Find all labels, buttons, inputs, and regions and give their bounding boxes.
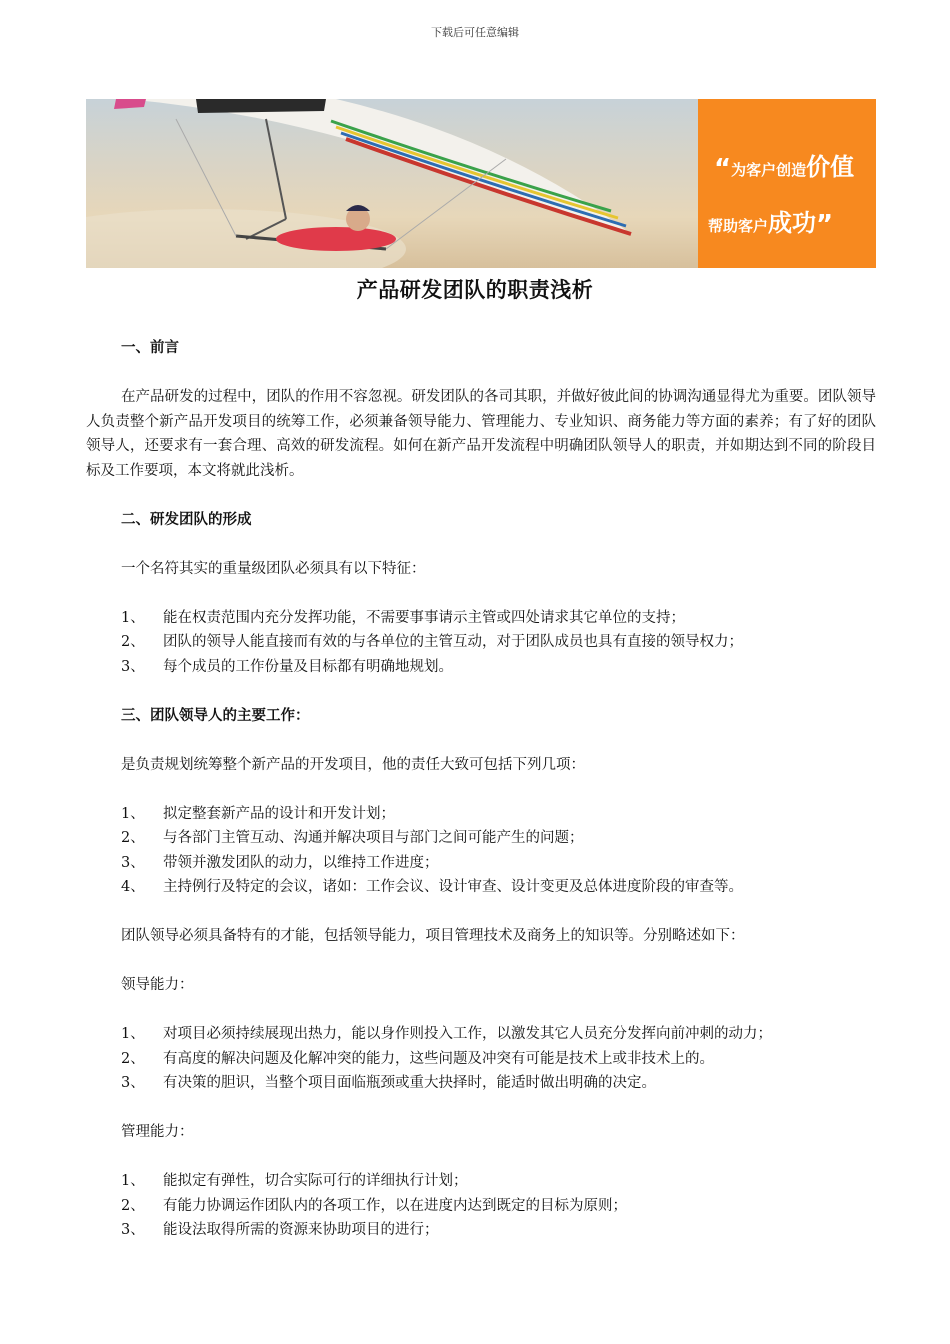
hang-glider-photo: [86, 99, 698, 268]
management-label: 管理能力：: [121, 1124, 194, 1140]
section-1-paragraph: 在产品研发的过程中，团队的作用不容忽视。研发团队的各司其职，并做好彼此间的协调沟通显得尤为重要。团队领导人负责整个新产品开发项目的统筹工作，必须兼备领导能力、管理能力、专业知识、商务能力等方面的素养；有了好的团队领导人，还要求有一套合理、高效的研发流程。如何在新产品开发流程中明确团队领导人的职责，并如期达到不同的阶段目标及工作要项，本文将就此浅析。: [86, 389, 876, 479]
document-body: [86, 336, 876, 1243]
slogan-line-1: [714, 147, 854, 184]
section-3-heading: 三、团队领导人的主要工作：: [121, 707, 310, 724]
list-item: 3、 有决策的胆识，当整个项目面临瓶颈或重大抉择时，能适时做出明确的决定。: [121, 1075, 656, 1091]
slogan-emphasis-2: 成功: [768, 209, 817, 237]
section-2-heading: 二、研发团队的形成: [121, 511, 252, 528]
hang-glider-illustration: [86, 99, 698, 268]
slogan-text-1: 为客户创造: [731, 161, 807, 179]
section-3-intro: 是负责规划统筹整个新产品的开发项目，他的责任大致可包括下列几项：: [121, 756, 585, 773]
abilities-intro: 团队领导必须具备特有的才能，包括领导能力，项目管理技术及商务上的知识等。分别略述如下：: [121, 928, 745, 944]
hero-banner: [86, 99, 876, 268]
slogan-panel: [698, 99, 876, 268]
list-item: 1、 对项目必须持续展现出热力，能以身作则投入工作，以激发其它人员充分发挥向前冲刺的动力；: [121, 1026, 772, 1042]
leadership-label: 领导能力：: [121, 977, 194, 993]
list-item: 1、 拟定整套新产品的设计和开发计划；: [121, 805, 395, 822]
list-item: 1、 能拟定有弹性，切合实际可行的详细执行计划；: [121, 1173, 468, 1189]
page-header-note: 下载后可任意编辑: [431, 26, 519, 39]
list-item: 3、 每个成员的工作份量及目标都有明确地规划。: [121, 658, 453, 675]
list-item: 1、 能在权责范围内充分发挥功能，不需要事事请示主管或四处请求其它单位的支持；: [121, 609, 685, 626]
section-1-heading: 一、前言: [121, 340, 179, 356]
document-title: 产品研发团队的职责浅析: [356, 278, 594, 302]
list-item: 4、 主持例行及特定的会议，诸如：工作会议、设计审查、设计变更及总体进度阶段的审查等。: [121, 879, 743, 895]
slogan-line-2: [708, 203, 833, 240]
list-item: 2、 团队的领导人能直接而有效的与各单位的主管互动，对于团队成员也具有直接的领导权力；: [121, 634, 743, 650]
list-item: 2、 有高度的解决问题及化解冲突的能力，这些问题及冲突有可能是技术上或非技术上的。: [121, 1050, 714, 1067]
section-2-intro: 一个名符其实的重量级团队必须具有以下特征：: [121, 560, 426, 577]
list-item: 3、 带领并激发团队的动力，以维持工作进度；: [121, 854, 439, 871]
slogan-emphasis-1: 价值: [806, 153, 855, 181]
close-quote: ”: [816, 210, 834, 240]
list-item: 2、 与各部门主管互动、沟通并解决项目与部门之间可能产生的问题；: [121, 830, 584, 846]
open-quote: “: [714, 154, 732, 184]
slogan-text-2: 帮助客户: [708, 217, 769, 235]
list-item: 2、 有能力协调运作团队内的各项工作，以在进度内达到既定的目标为原则；: [121, 1197, 627, 1214]
list-item: 3、 能设法取得所需的资源来协助项目的进行；: [121, 1222, 439, 1238]
